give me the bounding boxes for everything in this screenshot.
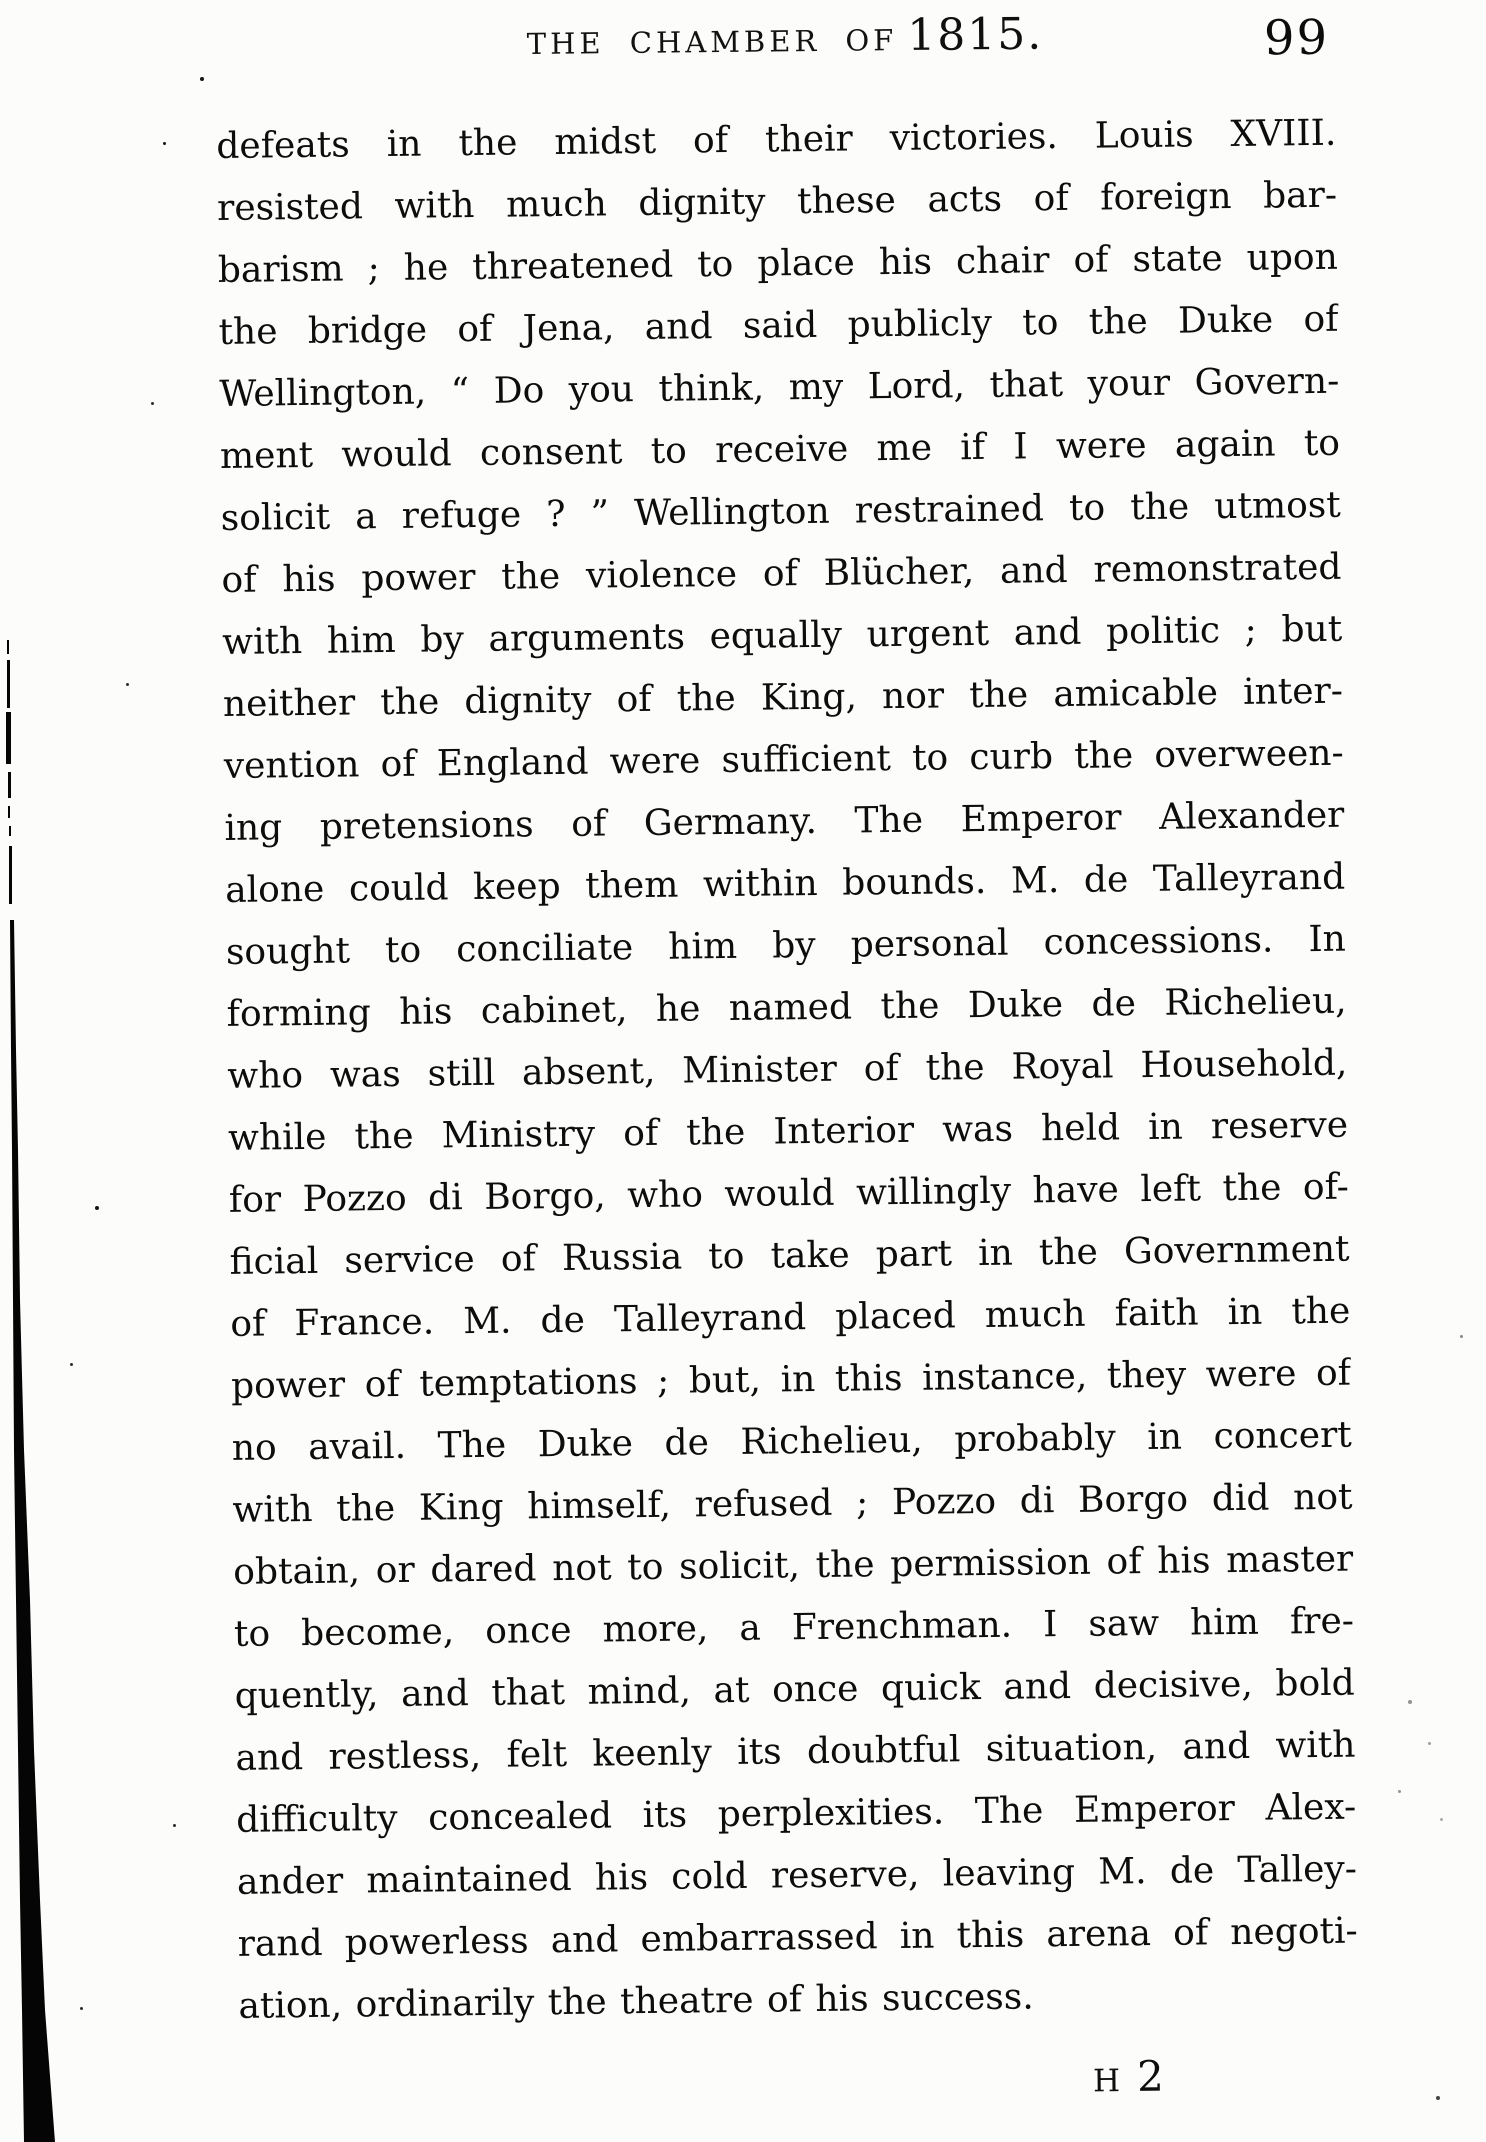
scan-speck <box>1440 1818 1443 1821</box>
text-line: solicit a refuge ? ” Wellington restrained to the utmost <box>220 484 1341 539</box>
scan-speck <box>173 1824 176 1827</box>
scan-speck <box>70 1363 73 1366</box>
text-line: no avail. The Duke de Richelieu, probably in concert <box>231 1414 1352 1469</box>
running-title <box>526 8 1044 65</box>
text-line: barism ; he threatened to place his chair of state upon <box>217 236 1338 291</box>
scan-speck <box>1408 1700 1412 1704</box>
scan-speck <box>1398 1790 1401 1793</box>
scan-speck <box>1436 2096 1440 2100</box>
text-line: neither the dignity of the King, nor the amicable inter- <box>222 670 1344 725</box>
text-line: who was still absent, Minister of the Royal Household, <box>227 1042 1348 1097</box>
text-line: Wellington, “ Do you think, my Lord, that your Govern- <box>219 360 1340 415</box>
text-line: quently, and that mind, at once quick and decisive, bold <box>234 1662 1355 1717</box>
text-line: ander maintained his cold reserve, leaving M. de Talley- <box>236 1848 1358 1903</box>
scan-speck <box>200 77 204 81</box>
text-line: vention of England were sufficient to curb the overween- <box>223 732 1344 787</box>
running-title-text: THE CHAMBER OF <box>526 23 898 62</box>
text-line: ation, ordinarily the theatre of his success. <box>238 1976 1034 2027</box>
text-line: rand powerless and embarrassed in this arena of negoti- <box>237 1910 1358 1965</box>
signature-digit: 2 <box>1136 2051 1165 2101</box>
scan-speck <box>95 1206 99 1210</box>
scan-speck <box>1460 1335 1463 1338</box>
text-line: difficulty concealed its perplexities. The Emperor Alex- <box>235 1786 1357 1841</box>
text-line: with him by arguments equally urgent and politic ; but <box>222 608 1343 663</box>
text-line: alone could keep them within bounds. M. de Talleyrand <box>224 856 1346 911</box>
signature-letter: H <box>1092 2063 1122 2100</box>
text-line: resisted with much dignity these acts of foreign bar- <box>216 174 1338 229</box>
text-line: and restless, felt keenly its doubtful situation, and with <box>235 1724 1356 1779</box>
text-line: defeats in the midst of their victories. Louis XVIII. <box>216 112 1337 167</box>
text-line: of France. M. de Talleyrand placed much faith in the <box>230 1290 1351 1345</box>
text-line: ficial service of Russia to take part in the Government <box>229 1228 1350 1283</box>
scan-speck <box>126 683 129 686</box>
text-line: for Pozzo di Borgo, who would willingly have left the of- <box>228 1166 1350 1221</box>
signature-mark <box>1093 2052 1164 2102</box>
text-line: while the Ministry of the Interior was held in reserve <box>227 1104 1349 1159</box>
scan-speck <box>1428 1742 1431 1745</box>
scan-gutter-artifact <box>0 0 60 2142</box>
text-line: ment would consent to receive me if I were again to <box>219 422 1341 477</box>
text-line: power of temptations ; but, in this instance, they were of <box>230 1352 1352 1407</box>
page-text-block <box>216 103 1359 2038</box>
text-line: the bridge of Jena, and said publicly to the Duke of <box>218 298 1339 353</box>
text-line: sought to conciliate him by personal concessions. In <box>225 918 1347 973</box>
text-line: with the King himself, refused ; Pozzo di Borgo did not <box>232 1476 1353 1531</box>
scan-speck <box>80 2007 83 2010</box>
text-line: ing pretensions of Germany. The Emperor Alexander <box>224 794 1345 849</box>
scan-speck <box>163 142 166 145</box>
page-number: 99 <box>1263 9 1330 67</box>
text-line: of his power the violence of Blücher, and remonstrated <box>221 546 1342 601</box>
text-line: obtain, or dared not to solicit, the permission of his master <box>233 1538 1354 1593</box>
scan-speck <box>151 402 154 405</box>
text-line: forming his cabinet, he named the Duke de Richelieu, <box>226 980 1347 1035</box>
text-line: to become, once more, a Frenchman. I saw him fre- <box>233 1600 1355 1655</box>
running-title-year: 1815. <box>907 8 1044 62</box>
